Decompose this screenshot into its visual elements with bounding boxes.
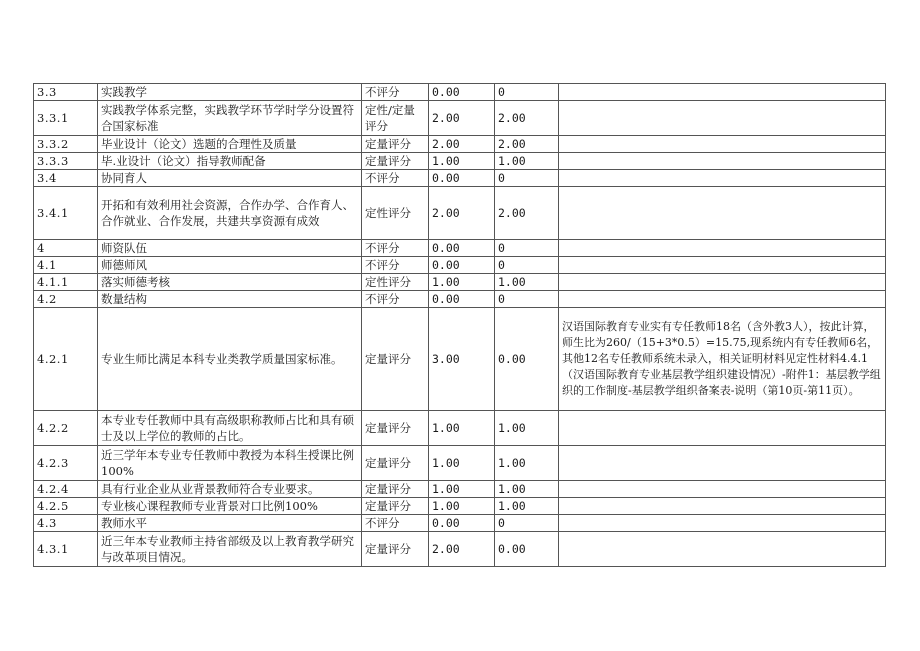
row-full-score: 0.00 — [429, 515, 495, 532]
row-item: 师资队伍 — [98, 240, 362, 257]
table-row — [34, 187, 886, 240]
row-score: 1.00 — [495, 498, 559, 515]
row-method: 不评分 — [362, 240, 429, 257]
row-full-score: 1.00 — [429, 481, 495, 498]
row-item: 近三年本专业教师主持省部级及以上教育教学研究与改革项目情况。 — [98, 532, 362, 567]
row-code: 4.2.5 — [34, 498, 98, 515]
row-item: 具有行业企业从业背景教师符合专业要求。 — [98, 481, 362, 498]
row-full-score: 1.00 — [429, 153, 495, 170]
table-row — [34, 411, 886, 446]
row-note: 汉语国际教育专业实有专任教师18名（含外教3人），按此计算，师生比为260/（15+3*0.5）=15.75,现系统内有专任教师6名，其他12名专任教师系统未录入，相关证明材料见定性材料4.4.1（汉语国际教育专业基层教学组织建设情况）-附件1：基层教学组织的工作制度-基层教学组织备案表-说明（第10页-第11页）。 — [559, 308, 886, 411]
table-row — [34, 308, 886, 411]
row-method: 定量评分 — [362, 136, 429, 153]
table-row — [34, 136, 886, 153]
row-note — [559, 411, 886, 446]
evaluation-table — [33, 83, 886, 567]
row-full-score: 2.00 — [429, 532, 495, 567]
row-item: 数量结构 — [98, 291, 362, 308]
row-item: 落实师德考核 — [98, 274, 362, 291]
row-item: 开拓和有效利用社会资源，合作办学、合作育人、合作就业、合作发展，共建共享资源有成效 — [98, 187, 362, 240]
row-code: 4.2.4 — [34, 481, 98, 498]
row-method: 定量评分 — [362, 446, 429, 481]
row-method: 定量评分 — [362, 498, 429, 515]
row-full-score: 1.00 — [429, 498, 495, 515]
row-note — [559, 515, 886, 532]
row-full-score: 1.00 — [429, 274, 495, 291]
row-code: 3.4 — [34, 170, 98, 187]
table-row — [34, 153, 886, 170]
row-method: 定性评分 — [362, 274, 429, 291]
table-body — [34, 84, 886, 567]
row-score: 2.00 — [495, 136, 559, 153]
table-row — [34, 515, 886, 532]
row-full-score: 0.00 — [429, 240, 495, 257]
row-score: 0 — [495, 240, 559, 257]
row-score: 1.00 — [495, 446, 559, 481]
row-score: 0 — [495, 84, 559, 101]
row-score: 1.00 — [495, 274, 559, 291]
row-method: 定性评分 — [362, 187, 429, 240]
row-score: 0 — [495, 170, 559, 187]
row-code: 3.3.1 — [34, 101, 98, 136]
row-code: 4.1.1 — [34, 274, 98, 291]
row-note — [559, 291, 886, 308]
row-full-score: 2.00 — [429, 187, 495, 240]
row-note — [559, 498, 886, 515]
row-code: 3.4.1 — [34, 187, 98, 240]
row-note — [559, 532, 886, 567]
row-method: 定量评分 — [362, 481, 429, 498]
row-note — [559, 153, 886, 170]
row-score: 1.00 — [495, 411, 559, 446]
row-score: 1.00 — [495, 153, 559, 170]
table-row — [34, 240, 886, 257]
row-note — [559, 446, 886, 481]
row-code: 4.3 — [34, 515, 98, 532]
row-score: 0 — [495, 257, 559, 274]
row-note — [559, 257, 886, 274]
table-row — [34, 257, 886, 274]
row-full-score: 2.00 — [429, 136, 495, 153]
row-code: 3.3.3 — [34, 153, 98, 170]
row-method: 定量评分 — [362, 153, 429, 170]
row-score: 0 — [495, 515, 559, 532]
row-method: 定性/定量评分 — [362, 101, 429, 136]
table-row — [34, 291, 886, 308]
row-score: 2.00 — [495, 187, 559, 240]
table-row — [34, 498, 886, 515]
row-item: 协同育人 — [98, 170, 362, 187]
row-full-score: 3.00 — [429, 308, 495, 411]
row-item: 毕业设计（论文）选题的合理性及质量 — [98, 136, 362, 153]
row-method: 定量评分 — [362, 532, 429, 567]
table-row — [34, 446, 886, 481]
table-row — [34, 170, 886, 187]
row-item: 本专业专任教师中具有高级职称教师占比和具有硕士及以上学位的教师的占比。 — [98, 411, 362, 446]
row-score: 2.00 — [495, 101, 559, 136]
row-item: 教师水平 — [98, 515, 362, 532]
row-item: 专业核心课程教师专业背景对口比例100% — [98, 498, 362, 515]
row-method: 不评分 — [362, 515, 429, 532]
row-note — [559, 170, 886, 187]
row-method: 不评分 — [362, 257, 429, 274]
row-note — [559, 187, 886, 240]
row-code: 4.2.3 — [34, 446, 98, 481]
table-row — [34, 274, 886, 291]
row-note — [559, 136, 886, 153]
row-full-score: 0.00 — [429, 170, 495, 187]
table-row — [34, 481, 886, 498]
row-full-score: 0.00 — [429, 291, 495, 308]
row-method: 不评分 — [362, 170, 429, 187]
row-full-score: 0.00 — [429, 84, 495, 101]
row-method: 不评分 — [362, 291, 429, 308]
row-score: 0.00 — [495, 532, 559, 567]
table-row — [34, 84, 886, 101]
row-code: 4.2.1 — [34, 308, 98, 411]
row-full-score: 1.00 — [429, 446, 495, 481]
row-code: 4.2.2 — [34, 411, 98, 446]
row-item: 实践教学 — [98, 84, 362, 101]
table-row — [34, 532, 886, 567]
row-code: 4.3.1 — [34, 532, 98, 567]
table-row — [34, 101, 886, 136]
row-method: 定量评分 — [362, 411, 429, 446]
row-score: 0.00 — [495, 308, 559, 411]
row-item: 师德师风 — [98, 257, 362, 274]
row-code: 4 — [34, 240, 98, 257]
row-item: 实践教学体系完整，实践教学环节学时学分设置符合国家标准 — [98, 101, 362, 136]
row-item: 毕.业设计（论文）指导教师配备 — [98, 153, 362, 170]
row-code: 3.3 — [34, 84, 98, 101]
row-code: 4.2 — [34, 291, 98, 308]
row-method: 不评分 — [362, 84, 429, 101]
row-method: 定量评分 — [362, 308, 429, 411]
row-score: 0 — [495, 291, 559, 308]
row-full-score: 0.00 — [429, 257, 495, 274]
row-score: 1.00 — [495, 481, 559, 498]
row-code: 4.1 — [34, 257, 98, 274]
row-code: 3.3.2 — [34, 136, 98, 153]
row-note — [559, 481, 886, 498]
row-note — [559, 101, 886, 136]
row-note — [559, 240, 886, 257]
row-note — [559, 84, 886, 101]
row-full-score: 2.00 — [429, 101, 495, 136]
row-item: 专业生师比满足本科专业类教学质量国家标准。 — [98, 308, 362, 411]
row-note — [559, 274, 886, 291]
row-full-score: 1.00 — [429, 411, 495, 446]
row-item: 近三学年本专业专任教师中教授为本科生授课比例100% — [98, 446, 362, 481]
